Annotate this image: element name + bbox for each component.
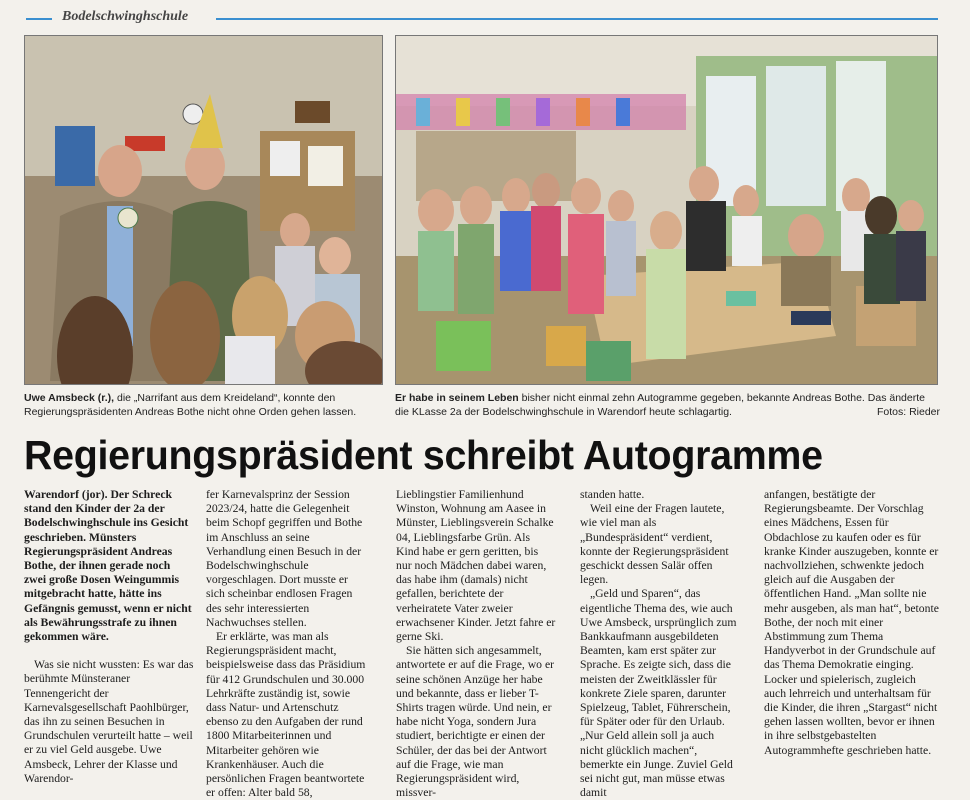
paragraph: anfangen, bestätigte der Regierungsbeamte. Der Vorschlag eines Mädchens, Essen für Obdachlose zu kaufen oder es für kranke Kinder auszugeben, konnte er nachvollziehen, schwenkte jedoch gleich auf die Ausgaben der öffentlichen Hand. „Man sollte nie mehr ausgeben, als man hat“, betonte Bothe, der noch mit einer Abstimmung zum Thema Handyverbot in der Grundschule auf das Thema Demokratie einging. Locker und spielerisch, zugleich auch lehrreich und unterhaltsam für die Kinder, die ihren „Stargast“ nicht gehen lassen wollten, bevor er ihnen in ihre selbstgebastelten Autogrammhefte geschrieben hatte.	[764, 488, 939, 757]
header-rule-left	[26, 18, 52, 20]
paragraph: fer Karnevalsprinz der Session 2023/24, hatte die Gelegenheit beim Schopf gegriffen und Bothe im Anschluss an seine Verhandlung einen Besuch in der Bodelschwinghschule vorgeschlagen. Dort musste er sich scheinbar endlosen Fragen des sehr interessierten Nachwuchses stellen.	[206, 488, 363, 629]
paragraph: Er erklärte, was man als Regierungspräsident macht, beispielsweise dass das Präsidium für 412 Grundschulen und 30.000 Lehrkräfte zuständig ist, sowie dass Natur- und Artenschutz ebenso zu den Aufgaben der rund 1800 Mitarbeiterinnen und Mitarbeiter gehören wie Krankenhäuser. Auch die persönlichen Fragen beantwortete er offen: Alter bald 58,	[206, 630, 366, 800]
caption-1-text: die „Narrifant aus dem Kreideland“, konnte den Regierungspräsidenten Andreas Bothe nicht ohne Orden gehen lassen.	[24, 392, 357, 418]
photo-amsbeck-bothe	[24, 35, 383, 385]
article-column-5	[764, 488, 940, 758]
article-column-3	[396, 488, 556, 800]
paragraph: Weil eine der Fragen lautete, wie viel man als „Bundespräsident“ verdient, konnte der Regierungspräsident geschickt dessen Salär offen legen.	[580, 502, 729, 587]
caption-1-name: Uwe Amsbeck (r.),	[24, 392, 115, 404]
article-lead: Warendorf (jor). Der Schreck stand den Kinder der 2a der Bodelschwinghschule ins Gesicht geschrieben. Münsters Regierungspräsident Andreas Bothe, der ihnen gerade noch zwei große Dosen Weingummis mitgebracht hatte, hätte ins Gefängnis gemusst, wenn er nicht als Bewährungsstrafe zu ihnen gekommen wäre.	[24, 488, 192, 644]
article-headline: Regierungspräsident schreibt Autogramme	[24, 432, 823, 478]
article-column-1	[24, 488, 194, 786]
photo-classroom	[395, 35, 938, 385]
article-column-2	[206, 488, 366, 800]
article-column-4	[580, 488, 740, 800]
photo-credit: Fotos: Rieder	[876, 406, 940, 418]
paragraph: Sie hätten sich angesammelt, antwortete er auf die Frage, wo er seine schönen Anzüge her habe und bekannte, dass er lieber T-Shirts tragen würde. Und nein, er habe nicht Yoga, sondern Jura studiert, berichtigte er einen der Schüler, der das bei der Antwort auf die Frage, wie man Regierungspräsident wird, missver-	[396, 644, 555, 800]
section-title: Bodelschwinghschule	[62, 9, 189, 24]
caption-2-name: Er habe in seinem Leben	[395, 392, 519, 404]
paragraph: Lieblingstier Familienhund Winston, Wohnung am Aasee in Münster, Lieblingsverein Schalke 04, Lieblingsfarbe Grün. Als Kind habe er gern geritten, bis nur noch Mädchen dabei waren, das habe ihm (damals) nicht gefallen, berichtete der verheiratete Vater zweier erwachsener Kinder. Jetzt fahre er gerne Ski.	[396, 488, 556, 644]
paragraph: „Geld und Sparen“, das eigentliche Thema des, wie auch Uwe Amsbeck, ursprünglich zum Bankkaufmann ausgebildeten Beamten, kam erst später zur Sprache. Es zeigte sich, dass die meisten der Zweitklässler für konkrete Ziele sparen, darunter Spielzeug, Tablet, Führerschein, für Später oder für den Urlaub. „Nur Geld allein soll ja auch nicht glücklich machen“, bemerkte ein Junge. Zuviel Geld sei nicht gut, man müsse etwas damit	[580, 587, 737, 800]
caption-photo-1	[24, 391, 389, 419]
paragraph: Was sie nicht wussten: Es war das berühmte Münsteraner Tennengericht der Karnevalsgesellschaft Paohlbürger, das ihn zu seinen Besuchen in Grundschulen verurteilt hatte – weil er zu viel Geld ausgebe. Uwe Amsbeck, Lehrer der Klasse und Warendor-	[24, 658, 194, 785]
caption-photo-2	[395, 391, 940, 419]
header-rule-right	[216, 18, 938, 20]
section-header	[24, 8, 944, 28]
caption-2-text: bisher nicht einmal zehn Autogramme gegeben, bekannte Andreas Bothe. Das änderte die KLasse 2a der Bodelschwinghschule in Warendorf heute schlagartig.	[395, 392, 925, 418]
paragraph: standen hatte.	[580, 488, 645, 501]
